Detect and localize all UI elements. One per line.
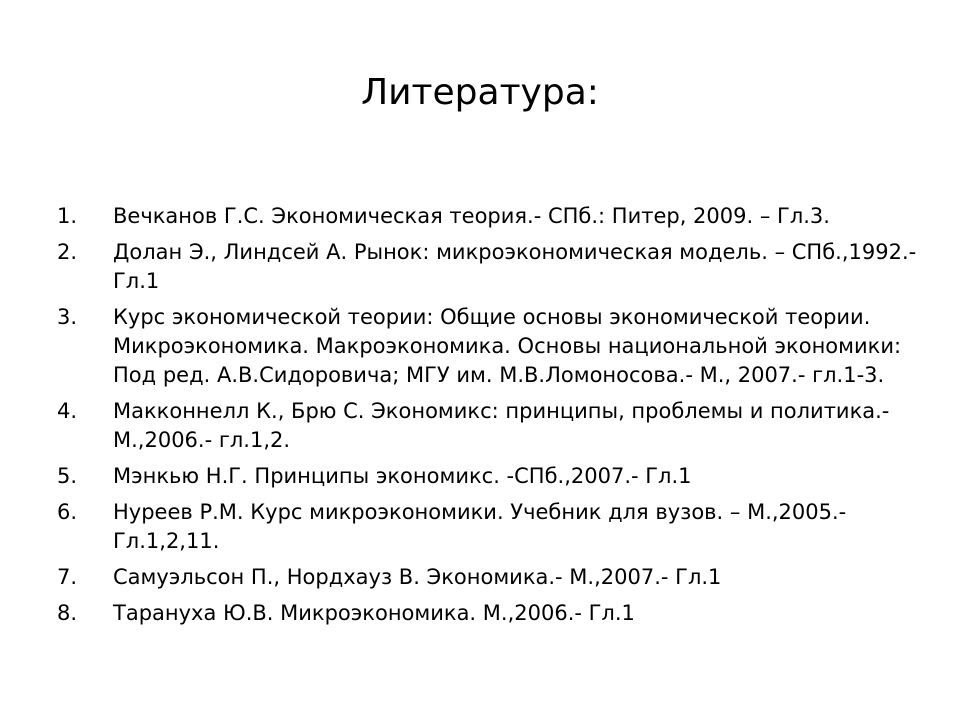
slide-title: Литература: [361, 72, 599, 113]
reference-number: 1. [57, 204, 78, 228]
reference-number: 3. [57, 305, 78, 329]
reference-text: Тарануха Ю.В. Микроэкономика. М.,2006.- Гл.1 [113, 601, 635, 625]
reference-item [57, 238, 917, 296]
reference-item [57, 397, 917, 455]
reference-item [57, 202, 917, 231]
reference-number: 8. [57, 601, 78, 625]
reference-number: 6. [57, 500, 78, 524]
reference-text: Самуэльсон П., Нордхауз В. Экономика.- М.,2007.- Гл.1 [113, 565, 722, 589]
reference-number: 5. [57, 464, 78, 488]
reference-number: 2. [57, 240, 78, 264]
reference-number: 4. [57, 399, 78, 423]
reference-item [57, 303, 917, 390]
reference-text: Мэнкью Н.Г. Принципы экономикс. -СПб.,2007.- Гл.1 [113, 464, 692, 488]
reference-text: Вечканов Г.С. Экономическая теория.- СПб.: Питер, 2009. – Гл.3. [113, 204, 830, 228]
reference-number: 7. [57, 565, 78, 589]
reference-item [57, 462, 917, 491]
reference-item [57, 498, 917, 556]
reference-text: Макконнелл К., Брю С. Экономикс: принципы, проблемы и политика.- М.,2006.- гл.1,2. [113, 399, 890, 452]
reference-text: Долан Э., Линдсей А. Рынок: микроэкономическая модель. – СПб.,1992.- Гл.1 [113, 240, 917, 293]
reference-text: Курс экономической теории: Общие основы экономической теории. Микроэкономика. Макроэкономика. Основы национальной экономики: Под ред. А.В.Сидоровича; МГУ им. М.В.Ломоносова.- М., 2007.- гл.1-3. [113, 305, 902, 387]
reference-list [57, 202, 917, 635]
reference-text: Нуреев Р.М. Курс микроэкономики. Учебник для вузов. – М.,2005.- Гл.1,2,11. [113, 500, 847, 553]
reference-item [57, 599, 917, 628]
reference-item [57, 563, 917, 592]
